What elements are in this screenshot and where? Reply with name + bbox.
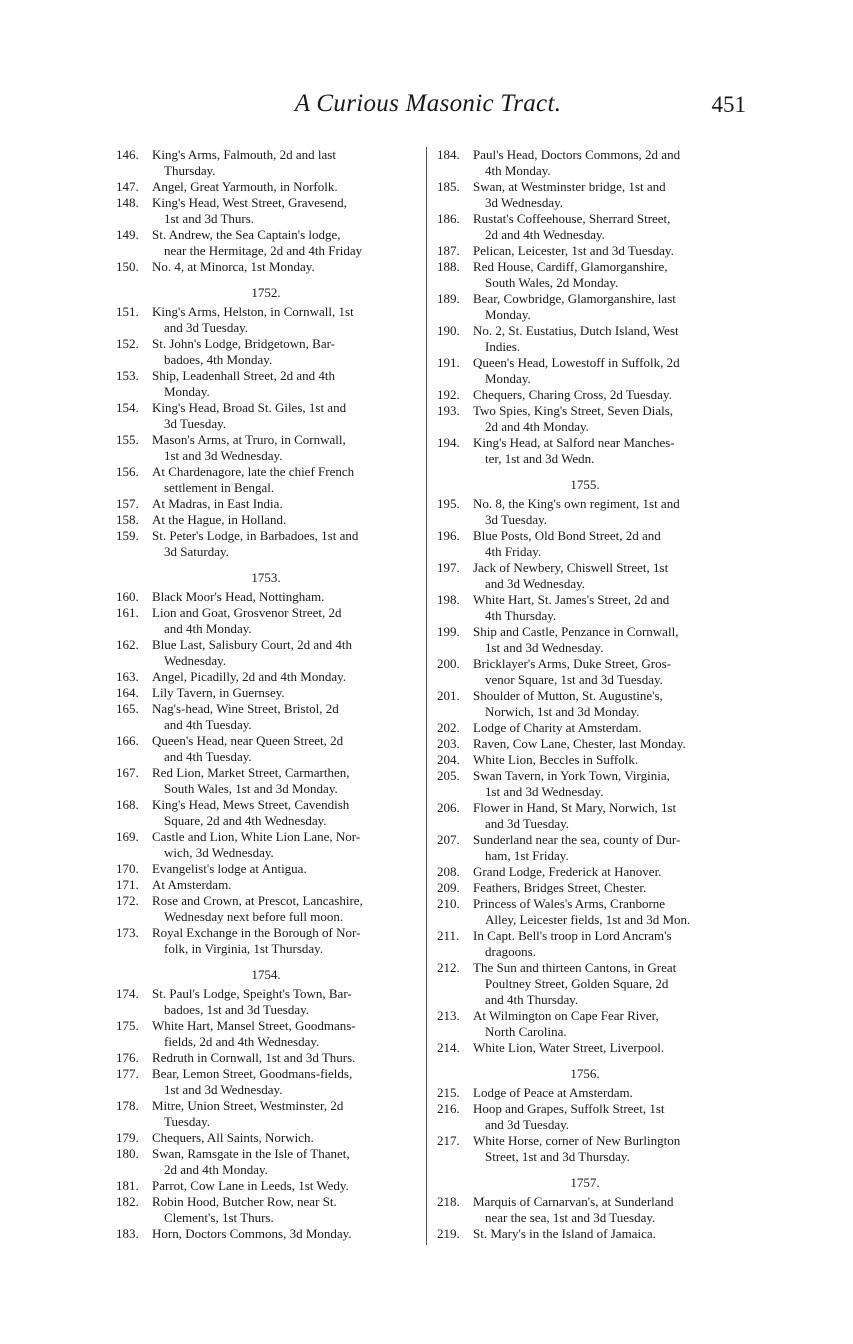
lodge-number: 172. [116,893,139,908]
lodge-text: At the Hague, in Holland. [152,512,287,527]
lodge-text: St. Peter's Lodge, in Barbadoes, 1st and [152,528,359,543]
lodge-number: 217. [437,1133,460,1148]
year-heading: 1752. [251,285,281,300]
lodge-text: Bear, Lemon Street, Goodmans-fields, [152,1066,353,1081]
lodge-number: 199. [437,624,460,639]
lodge-text: In Capt. Bell's troop in Lord Ancram's [473,928,672,943]
running-title: A Curious Masonic Tract. [294,90,562,117]
lodge-number: 181. [116,1178,139,1193]
lodge-number: 190. [437,323,460,338]
lodge-number: 182. [116,1194,139,1209]
lodge-text: Rose and Crown, at Prescot, Lancashire, [152,893,363,908]
lodge-text-continued: 2d and 4th Monday. [485,419,589,434]
lodge-number: 203. [437,736,460,751]
lodge-text: Red House, Cardiff, Glamorganshire, [473,259,668,274]
lodge-number: 210. [437,896,460,911]
lodge-entry [116,893,416,925]
lodge-text: Blue Posts, Old Bond Street, 2d and [473,528,661,543]
lodge-text-continued: and 3d Tuesday. [164,320,249,335]
lodge-text-continued: 3d Saturday. [164,544,229,559]
lodge-number: 173. [116,925,139,940]
lodge-number: 188. [437,259,460,274]
lodge-text: Lodge of Peace at Amsterdam. [473,1085,633,1100]
lodge-text-continued: 4th Monday. [485,163,551,178]
lodge-number: 215. [437,1085,460,1100]
lodge-number: 185. [437,179,460,194]
lodge-entry [116,400,416,432]
lodge-text: No. 8, the King's own regiment, 1st and [473,496,680,511]
lodge-text: Lion and Goat, Grosvenor Street, 2d [152,605,342,620]
lodge-number: 161. [116,605,139,620]
lodge-text-continued: fields, 2d and 4th Wednesday. [164,1034,320,1049]
lodge-number: 167. [116,765,139,780]
lodge-number: 177. [116,1066,139,1081]
lodge-entry [116,432,416,464]
lodge-text-continued: North Carolina. [485,1024,567,1039]
lodge-number: 169. [116,829,139,844]
lodge-text: At Amsterdam. [152,877,232,892]
lodge-number: 163. [116,669,139,684]
lodge-text: St. Mary's in the Island of Jamaica. [473,1226,656,1241]
lodge-text: Robin Hood, Butcher Row, near St. [152,1194,337,1209]
lodge-text: Hoop and Grapes, Suffolk Street, 1st [473,1101,665,1116]
lodge-entry [437,403,733,435]
lodge-entry [116,589,416,605]
lodge-text-continued: Monday. [485,371,531,386]
lodge-text: At Madras, in East India. [152,496,283,511]
lodge-text: Redruth in Cornwall, 1st and 3d Thurs. [152,1050,356,1065]
lodge-text: Ship and Castle, Penzance in Cornwall, [473,624,679,639]
lodge-number: 211. [437,928,460,943]
lodge-text: No. 4, at Minorca, 1st Monday. [152,259,315,274]
lodge-number: 165. [116,701,139,716]
lodge-entry [437,864,733,880]
lodge-entry [116,1178,416,1194]
lodge-text-continued: and 4th Tuesday. [164,749,252,764]
column-divider [426,147,427,1245]
lodge-entry [437,928,733,960]
lodge-text: Angel, Picadilly, 2d and 4th Monday. [152,669,347,684]
lodge-text: Swan, at Westminster bridge, 1st and [473,179,666,194]
lodge-text-continued: Thursday. [164,163,216,178]
lodge-number: 195. [437,496,460,511]
lodge-entry [116,147,416,179]
lodge-number: 147. [116,179,139,194]
lodge-text-continued: 1st and 3d Wednesday. [485,784,604,799]
lodge-entry [437,1008,733,1040]
lodge-entry [437,800,733,832]
lodge-number: 168. [116,797,139,812]
lodge-text: Bricklayer's Arms, Duke Street, Gros- [473,656,672,671]
lodge-text-continued: 3d Wednesday. [485,195,564,210]
lodge-text: King's Head, West Street, Gravesend, [152,195,347,210]
lodge-entry [116,829,416,861]
lodge-entry [437,1101,733,1133]
lodge-entry [437,179,733,211]
lodge-entry [116,528,416,560]
year-heading: 1755. [570,477,600,492]
lodge-number: 204. [437,752,460,767]
lodge-text-continued: wich, 3d Wednesday. [164,845,274,860]
lodge-number: 154. [116,400,139,415]
lodge-entry [437,387,733,403]
lodge-text: The Sun and thirteen Cantons, in Great [473,960,677,975]
lodge-text-continued: and 3d Tuesday. [485,816,570,831]
lodge-text: Marquis of Carnarvan's, at Sunderland [473,1194,674,1209]
lodge-number: 213. [437,1008,460,1023]
lodge-text: Black Moor's Head, Nottingham. [152,589,325,604]
lodge-text-continued: Wednesday next before full moon. [164,909,344,924]
lodge-entry [437,880,733,896]
lodge-text-continued: Poultney Street, Golden Square, 2d [485,976,669,991]
lodge-text-continued: ham, 1st Friday. [485,848,569,863]
lodge-text: Swan Tavern, in York Town, Virginia, [473,768,670,783]
lodge-entry [116,259,416,275]
lodge-text: Swan, Ramsgate in the Isle of Thanet, [152,1146,350,1161]
lodge-entry [116,1130,416,1146]
lodge-entry [437,323,733,355]
lodge-text-continued: 3d Tuesday. [164,416,227,431]
lodge-text-continued: venor Square, 1st and 3d Tuesday. [485,672,663,687]
right-column [437,147,733,1242]
lodge-entry [116,195,416,227]
lodge-text: Bear, Cowbridge, Glamorganshire, last [473,291,676,306]
lodge-text: Feathers, Bridges Street, Chester. [473,880,647,895]
lodge-number: 146. [116,147,139,162]
lodge-text-continued: 3d Tuesday. [485,512,548,527]
lodge-text: Queen's Head, near Queen Street, 2d [152,733,344,748]
lodge-number: 187. [437,243,460,258]
lodge-text-continued: 4th Thursday. [485,608,557,623]
lodge-number: 191. [437,355,460,370]
lodge-entry [437,960,733,1008]
lodge-text-continued: Norwich, 1st and 3d Monday. [485,704,640,719]
lodge-entry [116,227,416,259]
lodge-number: 164. [116,685,139,700]
lodge-text-continued: Monday. [485,307,531,322]
lodge-text: Parrot, Cow Lane in Leeds, 1st Wedy. [152,1178,349,1193]
lodge-number: 159. [116,528,139,543]
lodge-text-continued: 4th Friday. [485,544,542,559]
lodge-entry [116,1066,416,1098]
lodge-entry [437,1194,733,1226]
lodge-number: 152. [116,336,139,351]
lodge-text-continued: badoes, 4th Monday. [164,352,273,367]
lodge-number: 171. [116,877,139,892]
lodge-text-continued: Alley, Leicester fields, 1st and 3d Mon. [485,912,691,927]
lodge-text-continued: folk, in Virginia, 1st Thursday. [164,941,324,956]
lodge-number: 155. [116,432,139,447]
lodge-number: 160. [116,589,139,604]
lodge-text-continued: Street, 1st and 3d Thursday. [485,1149,630,1164]
lodge-entry [437,1226,733,1242]
lodge-number: 184. [437,147,460,162]
lodge-entry [437,736,733,752]
lodge-entry [437,624,733,656]
lodge-text: At Wilmington on Cape Fear River, [473,1008,659,1023]
lodge-number: 200. [437,656,460,671]
lodge-number: 150. [116,259,139,274]
lodge-entry [437,896,733,928]
lodge-number: 193. [437,403,460,418]
lodge-entry [437,592,733,624]
lodge-entry [116,605,416,637]
lodge-number: 189. [437,291,460,306]
lodge-text-continued: near the Hermitage, 2d and 4th Friday [164,243,363,258]
lodge-number: 216. [437,1101,460,1116]
lodge-number: 151. [116,304,139,319]
lodge-entry [437,720,733,736]
lodge-text: Chequers, All Saints, Norwich. [152,1130,314,1145]
lodge-number: 202. [437,720,460,735]
lodge-text-continued: 1st and 3d Wednesday. [164,448,283,463]
lodge-text: Queen's Head, Lowestoff in Suffolk, 2d [473,355,680,370]
lodge-entry [437,1085,733,1101]
lodge-text-continued: South Wales, 1st and 3d Monday. [164,781,338,796]
lodge-text-continued: 2d and 4th Monday. [164,1162,268,1177]
lodge-number: 148. [116,195,139,210]
lodge-text-continued: 1st and 3d Wednesday. [164,1082,283,1097]
lodge-text: Paul's Head, Doctors Commons, 2d and [473,147,681,162]
lodge-text: Jack of Newbery, Chiswell Street, 1st [473,560,669,575]
lodge-text-continued: 1st and 3d Thurs. [164,211,255,226]
lodge-text-continued: South Wales, 2d Monday. [485,275,619,290]
lodge-text: Chequers, Charing Cross, 2d Tuesday. [473,387,672,402]
lodge-entry [116,1226,416,1242]
page-header [110,88,746,128]
lodge-text: No. 2, St. Eustatius, Dutch Island, West [473,323,679,338]
lodge-entry [437,211,733,243]
lodge-text: Rustat's Coffeehouse, Sherrard Street, [473,211,671,226]
lodge-number: 149. [116,227,139,242]
left-column [116,147,416,1242]
lodge-number: 197. [437,560,460,575]
lodge-text-continued: and 3d Wednesday. [485,576,586,591]
lodge-number: 207. [437,832,460,847]
lodge-number: 214. [437,1040,460,1055]
lodge-text: White Hart, St. James's Street, 2d and [473,592,670,607]
lodge-number: 166. [116,733,139,748]
lodge-entry [437,688,733,720]
lodge-number: 183. [116,1226,139,1241]
lodge-entry [437,147,733,179]
lodge-entry [116,1050,416,1066]
lodge-text: King's Head, at Salford near Manches- [473,435,675,450]
lodge-number: 179. [116,1130,139,1145]
page-number: 451 [711,92,746,117]
lodge-text-continued: Tuesday. [164,1114,210,1129]
lodge-text: Mason's Arms, at Truro, in Cornwall, [152,432,346,447]
lodge-text: Royal Exchange in the Borough of Nor- [152,925,361,940]
lodge-entry [437,1040,733,1056]
lodge-number: 196. [437,528,460,543]
lodge-number: 176. [116,1050,139,1065]
lodge-text: Nag's-head, Wine Street, Bristol, 2d [152,701,339,716]
lodge-text: Blue Last, Salisbury Court, 2d and 4th [152,637,353,652]
lodge-entry [437,768,733,800]
lodge-text-continued: ter, 1st and 3d Wedn. [485,451,595,466]
lodge-entry [116,669,416,685]
lodge-number: 194. [437,435,460,450]
lodge-text: Grand Lodge, Frederick at Hanover. [473,864,662,879]
lodge-text: White Lion, Water Street, Liverpool. [473,1040,665,1055]
lodge-entry [116,368,416,400]
lodge-entry [437,560,733,592]
lodge-text: Horn, Doctors Commons, 3d Monday. [152,1226,352,1241]
lodge-number: 212. [437,960,460,975]
lodge-text-continued: badoes, 1st and 3d Tuesday. [164,1002,310,1017]
lodge-number: 205. [437,768,460,783]
lodge-entry [116,1194,416,1226]
lodge-entry [116,861,416,877]
lodge-text: King's Arms, Helston, in Cornwall, 1st [152,304,354,319]
lodge-number: 219. [437,1226,460,1241]
lodge-text-continued: Monday. [164,384,210,399]
lodge-text: Sunderland near the sea, county of Dur- [473,832,681,847]
lodge-entry [437,656,733,688]
lodge-text-continued: settlement in Bengal. [164,480,275,495]
lodge-entry [437,435,733,467]
lodge-entry [437,1133,733,1165]
lodge-entry [116,304,416,336]
lodge-number: 209. [437,880,460,895]
lodge-text-continued: and 3d Tuesday. [485,1117,570,1132]
lodge-number: 174. [116,986,139,1001]
lodge-text: Princess of Wales's Arms, Cranborne [473,896,666,911]
lodge-entry [116,637,416,669]
lodge-number: 198. [437,592,460,607]
lodge-number: 153. [116,368,139,383]
lodge-entry [116,179,416,195]
lodge-text-continued: 1st and 3d Wednesday. [485,640,604,655]
lodge-entry [116,1098,416,1130]
lodge-text-continued: near the sea, 1st and 3d Tuesday. [485,1210,656,1225]
year-heading: 1754. [251,967,281,982]
lodge-text: St. Andrew, the Sea Captain's lodge, [152,227,341,242]
lodge-text-continued: 2d and 4th Wednesday. [485,227,605,242]
lodge-entry [116,733,416,765]
lodge-text: St. John's Lodge, Bridgetown, Bar- [152,336,335,351]
lodge-text-continued: and 4th Monday. [164,621,252,636]
lodge-number: 178. [116,1098,139,1113]
year-heading: 1753. [251,570,281,585]
lodge-entry [116,1018,416,1050]
lodge-text: Ship, Leadenhall Street, 2d and 4th [152,368,336,383]
lodge-text: White Hart, Mansel Street, Goodmans- [152,1018,356,1033]
lodge-text: Shoulder of Mutton, St. Augustine's, [473,688,663,703]
lodge-entry [116,336,416,368]
lodge-text: St. Paul's Lodge, Speight's Town, Bar- [152,986,352,1001]
lodge-text: King's Head, Broad St. Giles, 1st and [152,400,347,415]
lodge-text: Mitre, Union Street, Westminster, 2d [152,1098,344,1113]
lodge-entry [116,925,416,957]
lodge-entry [116,512,416,528]
lodge-text: White Lion, Beccles in Suffolk. [473,752,639,767]
lodge-text: Flower in Hand, St Mary, Norwich, 1st [473,800,677,815]
lodge-entry [116,701,416,733]
lodge-text-continued: dragoons. [485,944,536,959]
year-heading: 1757. [570,1175,600,1190]
lodge-entry [116,797,416,829]
lodge-entry [437,355,733,387]
lodge-text: King's Arms, Falmouth, 2d and last [152,147,336,162]
lodge-number: 192. [437,387,460,402]
lodge-text: Lily Tavern, in Guernsey. [152,685,285,700]
lodge-number: 157. [116,496,139,511]
lodge-entry [116,496,416,512]
lodge-entry [116,765,416,797]
lodge-text-continued: Square, 2d and 4th Wednesday. [164,813,327,828]
lodge-number: 218. [437,1194,460,1209]
lodge-text-continued: Wednesday. [164,653,227,668]
lodge-number: 186. [437,211,460,226]
lodge-entry [437,496,733,528]
lodge-text: Lodge of Charity at Amsterdam. [473,720,642,735]
lodge-entry [437,752,733,768]
lodge-entry [116,685,416,701]
lodge-text-continued: Indies. [485,339,521,354]
lodge-entry [116,464,416,496]
lodge-entry [116,1146,416,1178]
lodge-text: Raven, Cow Lane, Chester, last Monday. [473,736,686,751]
lodge-text: Evangelist's lodge at Antigua. [152,861,307,876]
lodge-number: 175. [116,1018,139,1033]
lodge-text: Red Lion, Market Street, Carmarthen, [152,765,350,780]
lodge-entry [437,832,733,864]
lodge-number: 180. [116,1146,139,1161]
lodge-number: 156. [116,464,139,479]
lodge-number: 170. [116,861,139,876]
lodge-text: Pelican, Leicester, 1st and 3d Tuesday. [473,243,674,258]
lodge-number: 162. [116,637,139,652]
lodge-text: Castle and Lion, White Lion Lane, Nor- [152,829,361,844]
lodge-number: 208. [437,864,460,879]
lodge-text: King's Head, Mews Street, Cavendish [152,797,350,812]
lodge-text-continued: Clement's, 1st Thurs. [164,1210,274,1225]
lodge-text: At Chardenagore, late the chief French [152,464,355,479]
lodge-entry [437,243,733,259]
lodge-text-continued: and 4th Thursday. [485,992,579,1007]
lodge-entry [116,877,416,893]
lodge-number: 201. [437,688,460,703]
lodge-number: 206. [437,800,460,815]
lodge-entry [116,986,416,1018]
lodge-text-continued: and 4th Tuesday. [164,717,252,732]
lodge-text: Two Spies, King's Street, Seven Dials, [473,403,674,418]
lodge-text: White Horse, corner of New Burlington [473,1133,681,1148]
lodge-entry [437,291,733,323]
lodge-entry [437,259,733,291]
lodge-number: 158. [116,512,139,527]
lodge-entry [437,528,733,560]
year-heading: 1756. [570,1066,600,1081]
lodge-text: Angel, Great Yarmouth, in Norfolk. [152,179,338,194]
